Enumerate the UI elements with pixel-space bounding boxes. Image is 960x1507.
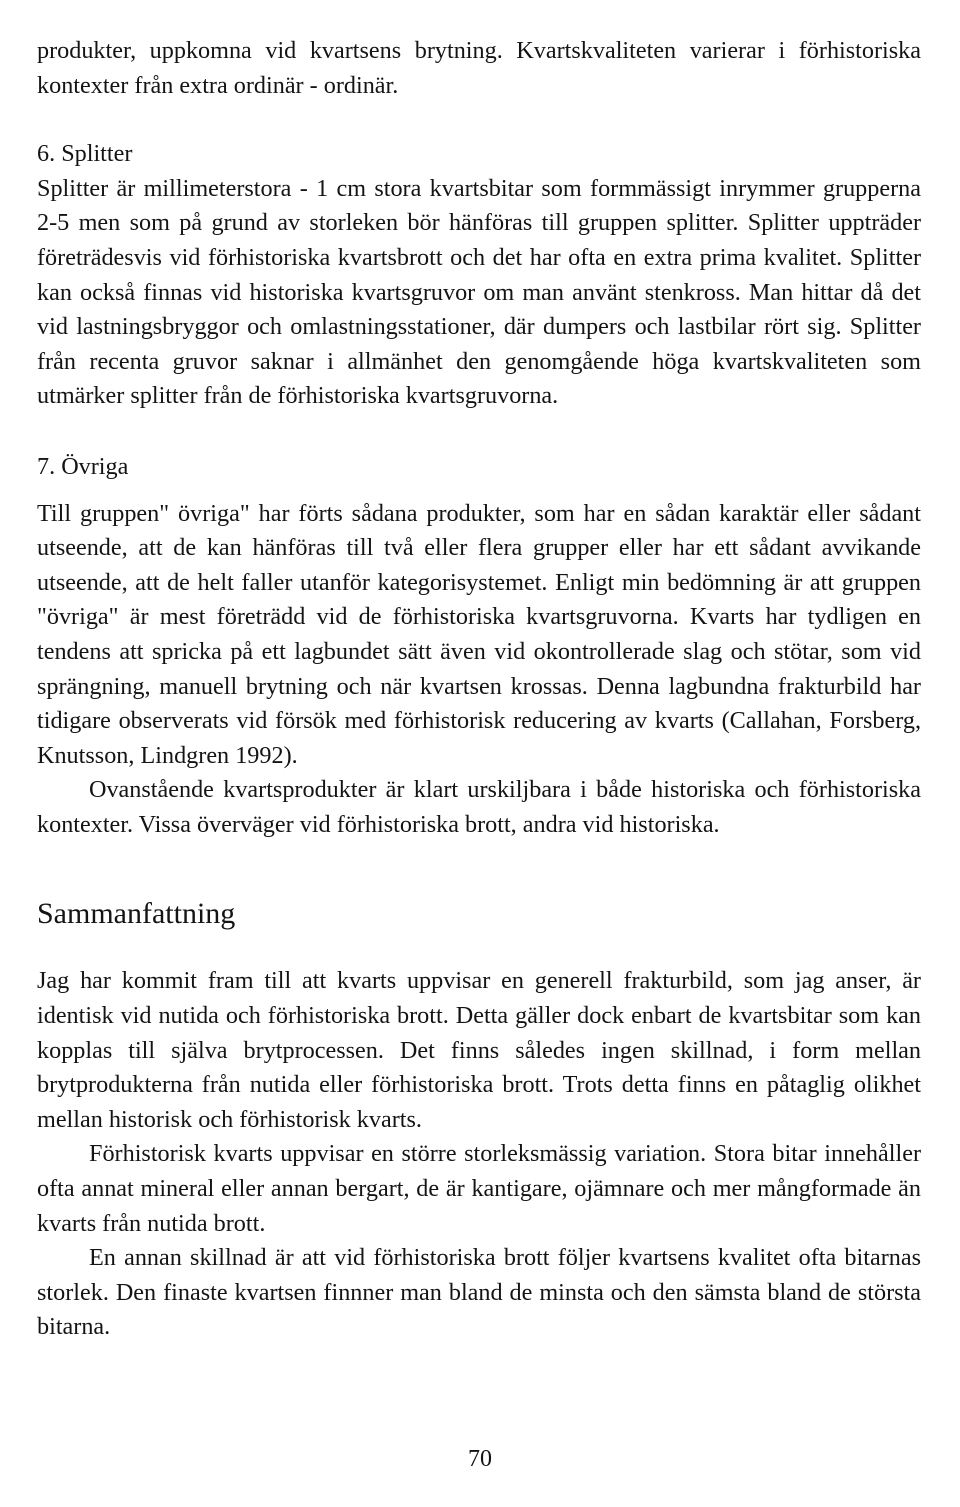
section-7 xyxy=(37,450,921,843)
document-page xyxy=(37,34,921,1345)
section-7-paragraph-2: Ovanstående kvartsprodukter är klart urskiljbara i både historiska och förhistoriska kontexter. Vissa överväger vid förhistoriska brott, andra vid historiska. xyxy=(37,776,921,838)
section-6-heading: 6. Splitter xyxy=(37,140,133,168)
section-7-heading: 7. Övriga xyxy=(37,452,129,480)
section-6-paragraph: Splitter är millimeterstora - 1 cm stora kvartsbitar som formmässigt inrymmer grupperna 2-5 men som på grund av storleken bör hänföras till gruppen splitter. Splitter uppträder företrädesvis vid förhistoriska kvartsbrott och det har ofta en extra prima kvalitet. Splitter kan också finnas vid historiska kvartsgruvor om man använt stenkross. Man hittar då det vid lastningsbryggor och omlastningsstationer, där dumpers och lastbilar rört sig. Splitter från recenta gruvor saknar i allmänhet den genomgående höga kvartskvaliteten som utmärker splitter från de förhistoriska kvartsgruvorna. xyxy=(37,174,921,410)
summary-title: Sammanfattning xyxy=(37,897,236,931)
section-7-paragraph-1: Till gruppen" övriga" har förts sådana produkter, som har en sådan karaktär eller sådant utseende, att de kan hänföras till två eller flera grupper eller har ett sådant avvikande utseende, att de helt faller utanför kategorisystemet. Enligt min bedömning är att gruppen "övriga" är mest företrädd vid de förhistoriska kvartsgruvorna. Kvarts har tydligen en tendens att spricka på ett lagbundet sätt även vid okontrollerade slag och stötar, som vid sprängning, manuell brytning och när kvartsen krossas. Denna lagbundna frakturbild har tidigare observerats vid försök med förhistorisk reducering av kvarts (Callahan, Forsberg, Knutsson, Lindgren 1992). xyxy=(37,499,921,769)
intro-paragraph: produkter, uppkomna vid kvartsens brytning. Kvartskvaliteten varierar i förhistoriska kontexter från extra ordinär - ordinär. xyxy=(37,37,921,99)
summary-section xyxy=(37,894,921,1345)
summary-paragraph-2: Förhistorisk kvarts uppvisar en större storleksmässig variation. Stora bitar innehåller ofta annat mineral eller annan bergart, de är kantigare, ojämnare och mer mångformade än kvarts från nutida brott. xyxy=(37,1140,921,1237)
page-number: 70 xyxy=(468,1446,492,1472)
summary-paragraph-3: En annan skillnad är att vid förhistoriska brott följer kvartsens kvalitet ofta bitarnas storlek. Den finaste kvartsen finnner man bland de minsta och den sämsta bland de största bitarna. xyxy=(37,1244,921,1341)
section-6 xyxy=(37,137,921,414)
summary-paragraph-1: Jag har kommit fram till att kvarts uppvisar en generell frakturbild, som jag anser, är identisk vid nutida och förhistoriska brott. Detta gäller dock enbart de kvartsbitar som kan kopplas till själva brytprocessen. Det finns således ingen skillnad, i form mellan brytprodukterna från nutida eller förhistoriska brott. Trots detta finns en påtaglig olikhet mellan historisk och förhistorisk kvarts. xyxy=(37,967,921,1133)
